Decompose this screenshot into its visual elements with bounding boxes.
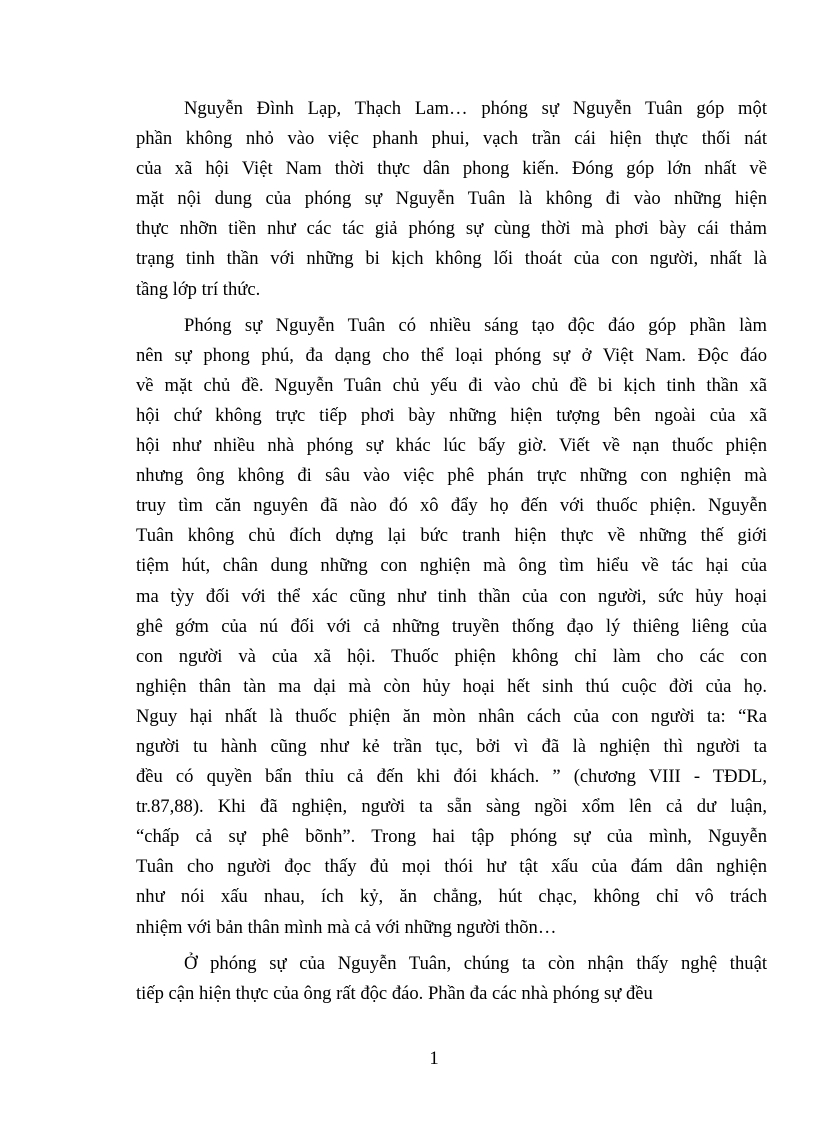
text-line: Nguy hại nhất là thuốc phiện ăn mòn nhân cách của con người ta: “Ra: [136, 705, 767, 727]
text-line: Tuân cho người đọc thấy đủ mọi thói hư tật xấu của đám dân nghiện: [136, 856, 767, 878]
text-line: Tuân không chủ đích dựng lại bức tranh hiện thực về những thế giới: [136, 525, 767, 547]
page-number: 1: [429, 1048, 439, 1069]
text-line: “chấp cả sự phê bõnh”. Trong hai tập phóng sự của mình, Nguyễn: [136, 826, 767, 848]
text-line: Ở phóng sự của Nguyễn Tuân, chúng ta còn nhận thấy nghệ thuật: [184, 952, 767, 974]
text-line: thực nhỡn tiền như các tác giả phóng sự cùng thời mà phơi bày cái thảm: [136, 218, 767, 240]
body-text: [136, 94, 767, 1009]
text-line: tầng lớp trí thức.: [136, 278, 261, 300]
text-line: nhiệm với bản thân mình mà cả với những người thõn…: [136, 916, 557, 938]
text-line: truy tìm căn nguyên đã nào đó xô đẩy họ đến với thuốc phiện. Nguyễn: [136, 495, 767, 517]
text-line: tiếp cận hiện thực của ông rất độc đáo. Phần đa các nhà phóng sự đều: [136, 982, 653, 1004]
text-line: về mặt chủ đề. Nguyễn Tuân chủ yếu đi vào chủ đề bi kịch tinh thần xã: [136, 374, 767, 396]
text-line: ghê gớm của nú đối với cả những truyền thống đạo lý thiêng liêng của: [136, 615, 767, 637]
text-line: mặt nội dung của phóng sự Nguyễn Tuân là không đi vào những hiện: [136, 188, 767, 210]
text-line: hội như nhiều nhà phóng sự khác lúc bấy giờ. Viết về nạn thuốc phiện: [136, 435, 767, 457]
paragraph-3: [136, 949, 767, 1009]
text-line: hội chứ không trực tiếp phơi bày những hiện tượng bên ngoài của xã: [136, 404, 767, 426]
text-line: con người và của xã hội. Thuốc phiện không chỉ làm cho các con: [136, 645, 767, 667]
text-line: tiệm hút, chân dung những con nghiện mà ông tìm hiểu về tác hại của: [136, 555, 767, 577]
text-line: như nói xấu nhau, ích kỷ, ăn chẳng, hút chạc, không chỉ vô trách: [136, 886, 767, 908]
text-line: đều có quyền bẩn thỉu cả đến khi đói khách. ” (chương VIII - TĐDL,: [136, 766, 767, 788]
paragraph-2: [136, 311, 767, 943]
text-line: ma tỳy đối với thể xác cũng như tinh thần của con người, sức hủy hoại: [136, 585, 767, 607]
text-line: Nguyễn Đình Lạp, Thạch Lam… phóng sự Nguyễn Tuân góp một: [184, 98, 767, 119]
text-line: nghiện thân tàn ma dại mà còn hủy hoại hết sinh thú cuộc đời của họ.: [136, 675, 767, 697]
text-line: tr.87,88). Khi đã nghiện, người ta sẵn sàng ngồi xổm lên cả dư luận,: [136, 796, 767, 818]
text-line: nhưng ông không đi sâu vào việc phê phán trực những con nghiện mà: [136, 465, 767, 487]
text-line: của xã hội Việt Nam thời thực dân phong kiến. Đóng góp lớn nhất về: [136, 158, 767, 180]
text-line: nên sự phong phú, đa dạng cho thể loại phóng sự ở Việt Nam. Độc đáo: [136, 344, 767, 366]
paragraph-1: [136, 94, 767, 305]
text-line: Phóng sự Nguyễn Tuân có nhiều sáng tạo độc đáo góp phần làm: [184, 314, 767, 336]
text-line: phần không nhỏ vào việc phanh phui, vạch trần cái hiện thực thối nát: [136, 128, 767, 150]
text-line: người tu hành cũng như kẻ trần tục, bởi vì đã là nghiện thì người ta: [136, 735, 767, 757]
text-line: trạng tinh thần với những bi kịch không lối thoát của con người, nhất là: [136, 248, 767, 270]
